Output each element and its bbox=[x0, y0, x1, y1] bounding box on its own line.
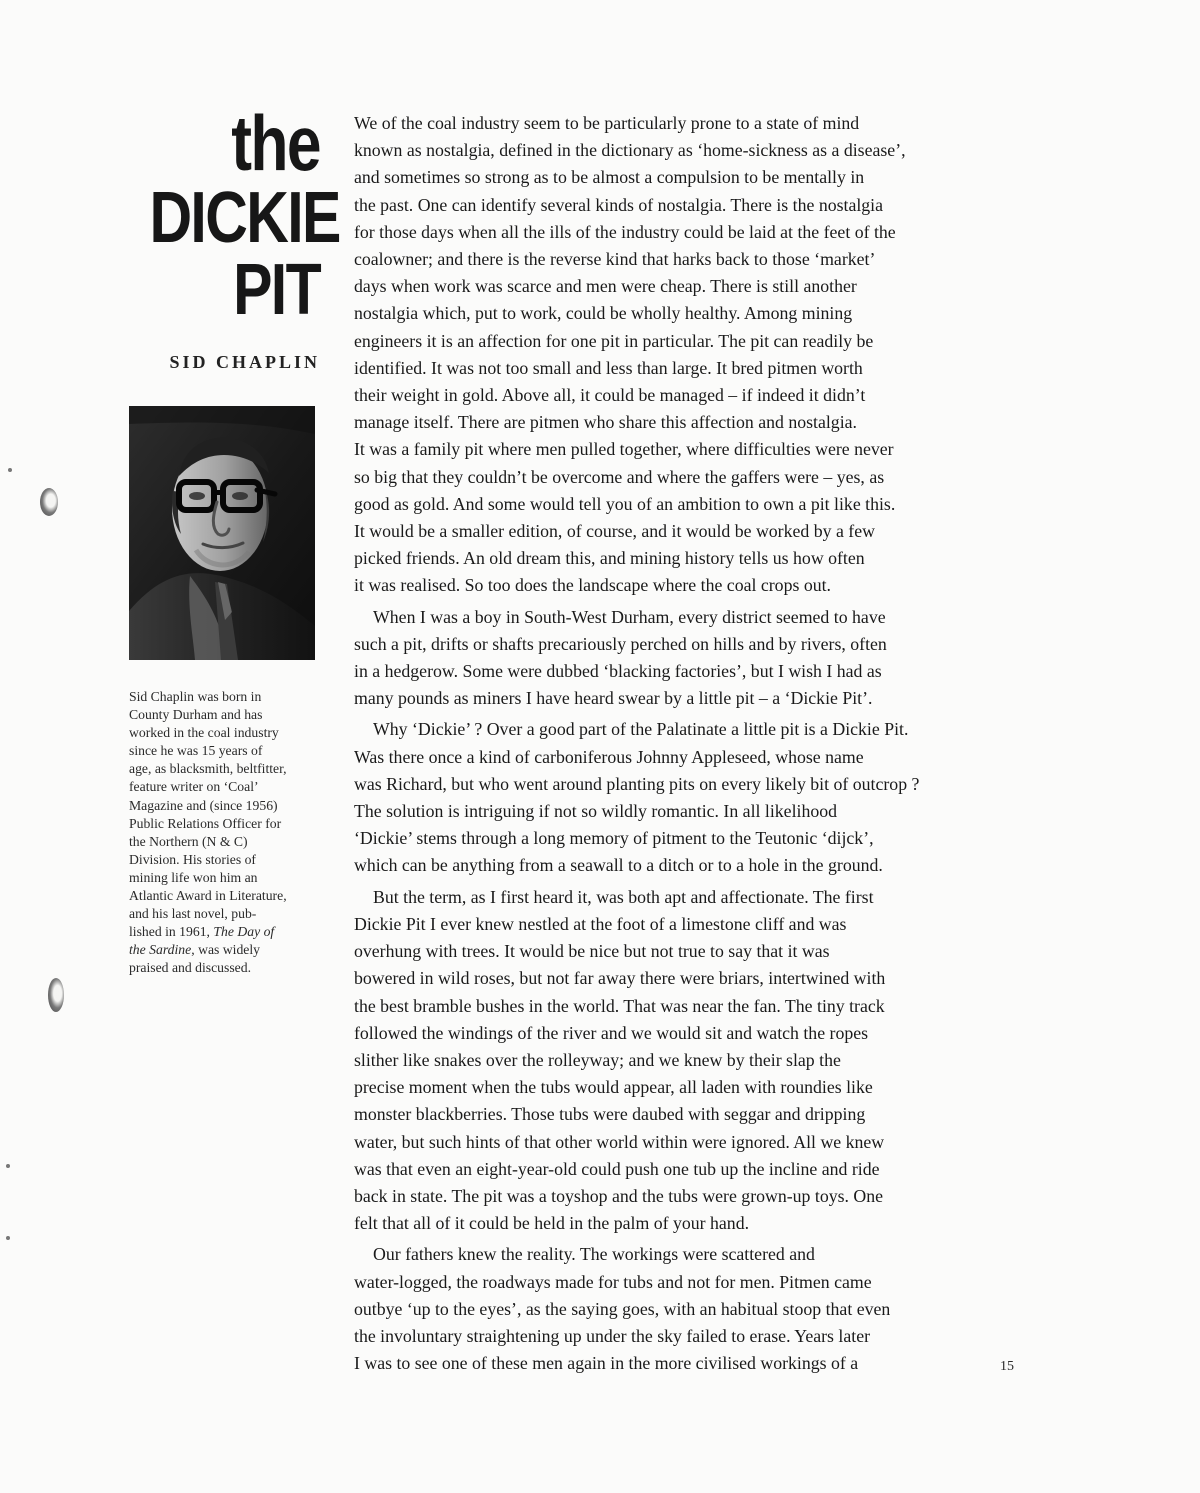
author-portrait bbox=[129, 406, 315, 660]
article-title bbox=[112, 99, 340, 330]
body-line: in a hedgerow. Some were dubbed ‘blacking factories’, but I wish I had as bbox=[354, 661, 882, 682]
body-line: which can be anything from a seawall to a ditch or to a hole in the ground. bbox=[354, 855, 883, 876]
body-line: We of the coal industry seem to be particularly prone to a state of mind bbox=[354, 113, 860, 133]
body-line: slither like snakes over the rolleyway; and we knew by their slap the bbox=[354, 1049, 841, 1070]
bio-line-published bbox=[129, 923, 319, 941]
body-line: overhung with trees. It would be nice but not true to say that it was bbox=[354, 941, 830, 962]
page-edge-mark bbox=[6, 1164, 10, 1168]
body-line: days when work was scarce and men were cheap. There is still another bbox=[354, 276, 857, 297]
body-line: their weight in gold. Above all, it could be managed – if indeed it didn’t bbox=[354, 385, 866, 406]
bio-line: mining life won him an bbox=[129, 869, 258, 885]
body-line: the past. One can identify several kinds of nostalgia. There is the nostalgia bbox=[354, 194, 884, 215]
body-line: many pounds as miners I have heard swear by a little pit – a ‘Dickie Pit’. bbox=[354, 688, 873, 709]
bio-line: Division. His stories of bbox=[129, 851, 256, 867]
body-line: so big that they couldn’t be overcome and where the gaffers were – yes, as bbox=[354, 466, 885, 487]
body-line: When I was a boy in South-West Durham, every district seemed to have bbox=[373, 606, 886, 627]
body-line: nostalgia which, put to work, could be wholly healthy. Among mining bbox=[354, 303, 853, 324]
body-line: picked friends. An old dream this, and mining history tells us how often bbox=[354, 548, 865, 569]
body-line: such a pit, drifts or shafts precariously perched on hills and by rivers, often bbox=[354, 633, 887, 654]
author-bio bbox=[129, 688, 319, 978]
bio-text-fragment: , was widely bbox=[191, 942, 261, 958]
body-line: bowered in wild roses, but not far away there were briars, intertwined with bbox=[354, 968, 886, 989]
body-line: Our fathers knew the reality. The workings were scattered and bbox=[373, 1244, 815, 1265]
paragraph-4 bbox=[354, 884, 1054, 1238]
book-title: The Day of bbox=[213, 924, 275, 940]
bio-line: feature writer on ‘Coal’ bbox=[129, 779, 259, 795]
body-line: precise moment when the tubs would appear, all laden with roundies like bbox=[354, 1077, 873, 1098]
portrait-photo-icon bbox=[129, 406, 315, 660]
body-line: ‘Dickie’ stems through a long memory of pitment to the Teutonic ‘dijck’, bbox=[354, 828, 874, 849]
body-line: it was realised. So too does the landscape where the coal crops out. bbox=[354, 575, 831, 596]
binder-hole-icon bbox=[40, 488, 58, 516]
bio-line: Sid Chaplin was born in bbox=[129, 689, 262, 704]
body-line: water-logged, the roadways made for tubs and not for men. Pitmen came bbox=[354, 1271, 872, 1292]
bio-line: the Northern (N & C) bbox=[129, 833, 248, 849]
body-line: for those days when all the ills of the industry could be laid at the feet of the bbox=[354, 221, 896, 242]
body-line: manage itself. There are pitmen who share this affection and nostalgia. bbox=[354, 412, 857, 433]
body-line: monster blackberries. Those tubs were daubed with seggar and dripping bbox=[354, 1104, 866, 1125]
body-line: Why ‘Dickie’ ? Over a good part of the Palatinate a little pit is a Dickie Pit. bbox=[373, 719, 909, 740]
paragraph-5 bbox=[354, 1241, 1054, 1377]
paragraph-3 bbox=[354, 716, 1054, 879]
title-line-dickie: DICKIE bbox=[149, 178, 340, 258]
body-line: water, but such hints of that other world within were ignored. All we knew bbox=[354, 1131, 885, 1152]
page-edge-mark bbox=[8, 468, 12, 472]
body-line: and sometimes so strong as to be almost a compulsion to be mentally in bbox=[354, 167, 865, 188]
body-line: But the term, as I first heard it, was both apt and affectionate. The first bbox=[373, 886, 874, 907]
body-line: good as gold. And some would tell you of an ambition to own a pit like this. bbox=[354, 493, 896, 514]
bio-line: County Durham and has bbox=[129, 707, 263, 723]
bio-line: worked in the coal industry bbox=[129, 725, 279, 741]
body-line: The solution is intriguing if not so wildly romantic. In all likelihood bbox=[354, 801, 838, 822]
body-line: It was a family pit where men pulled together, where difficulties were never bbox=[354, 439, 894, 460]
body-line: coalowner; and there is the reverse kind that harks back to those ‘market’ bbox=[354, 249, 876, 270]
body-line: outbye ‘up to the eyes’, as the saying goes, with an habitual stoop that even bbox=[354, 1298, 891, 1319]
author-name: SID CHAPLIN bbox=[169, 352, 320, 372]
bio-line-book-title bbox=[129, 941, 319, 959]
page-edge-mark bbox=[6, 1236, 10, 1240]
body-line: the best bramble bushes in the world. That was near the fan. The tiny track bbox=[354, 995, 885, 1016]
body-line: It would be a smaller edition, of course, and it would be worked by a few bbox=[354, 521, 875, 542]
bio-line: Public Relations Officer for bbox=[129, 815, 282, 831]
body-line: back in state. The pit was a toyshop and the tubs were grown-up toys. One bbox=[354, 1185, 884, 1206]
body-line: was Richard, but who went around planting pits on every likely bit of outcrop ? bbox=[354, 773, 920, 794]
title-line-the: the bbox=[231, 99, 320, 187]
bio-text-fragment: lished in 1961, bbox=[129, 924, 214, 940]
body-line: Dickie Pit I ever knew nestled at the foot of a limestone cliff and was bbox=[354, 913, 847, 934]
body-line: was that even an eight-year-old could push one tub up the incline and ride bbox=[354, 1158, 880, 1179]
body-line: followed the windings of the river and we would sit and watch the ropes bbox=[354, 1022, 869, 1043]
body-line: identified. It was not too small and less than large. It bred pitmen worth bbox=[354, 357, 863, 378]
article-body bbox=[354, 110, 1054, 1377]
body-line: felt that all of it could be held in the palm of your hand. bbox=[354, 1213, 750, 1234]
paragraph-1 bbox=[354, 110, 1054, 600]
bio-line: Magazine and (since 1956) bbox=[129, 797, 278, 813]
body-line: Was there once a kind of carboniferous Johnny Appleseed, whose name bbox=[354, 746, 864, 767]
paragraph-2 bbox=[354, 604, 1054, 713]
body-line: engineers it is an affection for one pit in particular. The pit can readily be bbox=[354, 330, 874, 351]
bio-line: Atlantic Award in Literature, bbox=[129, 888, 287, 904]
bio-line: age, as blacksmith, beltfitter, bbox=[129, 761, 287, 777]
body-line: the involuntary straightening up under the sky failed to erase. Years later bbox=[354, 1325, 871, 1346]
binder-hole-icon bbox=[48, 978, 64, 1012]
page-number: 15 bbox=[1000, 1359, 1014, 1374]
body-line: known as nostalgia, defined in the dictionary as ‘home-sickness as a disease’, bbox=[354, 140, 906, 161]
body-line: I was to see one of these men again in the more civilised workings of a bbox=[354, 1353, 859, 1374]
bio-line: since he was 15 years of bbox=[129, 743, 263, 759]
bio-line: and his last novel, pub- bbox=[129, 906, 257, 922]
title-line-pit: PIT bbox=[233, 250, 320, 330]
bio-line: praised and discussed. bbox=[129, 960, 252, 976]
book-title: the Sardine bbox=[129, 942, 192, 958]
